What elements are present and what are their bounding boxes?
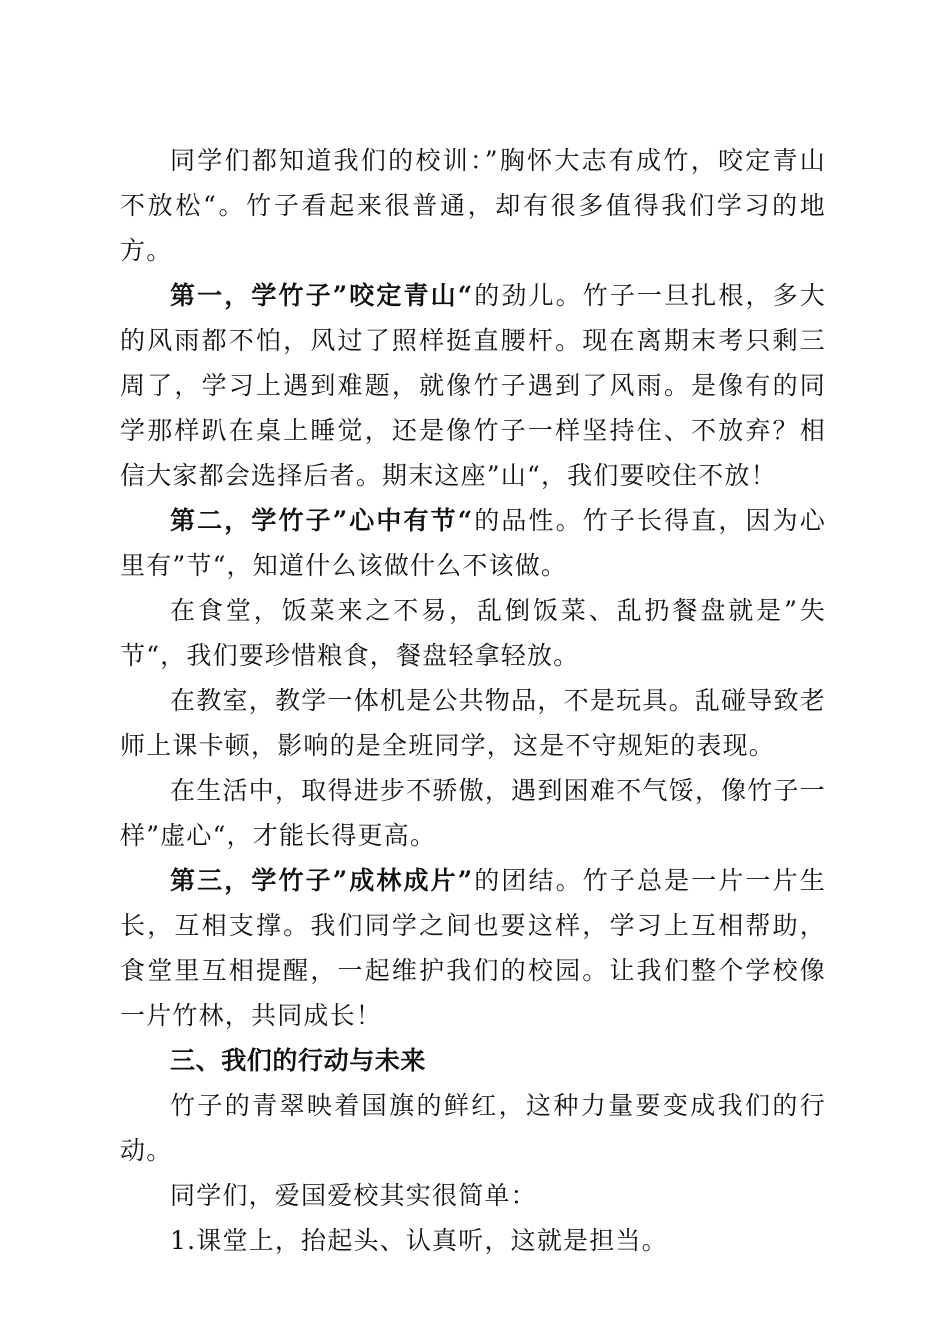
- paragraph-lead: 第二，学竹子”心中有节“: [170, 506, 474, 535]
- paragraph-school-motto: [120, 138, 826, 273]
- paragraph-lead: 第一，学竹子”咬定青山“: [170, 281, 474, 310]
- paragraph-text: 的品性。竹子长得直，因为心里有”节“，知道什么该做什么不该做。: [120, 506, 826, 580]
- paragraph-point-one: [120, 273, 826, 498]
- paragraph-daily-life: [120, 768, 826, 858]
- paragraph-text: 在食堂，饭菜来之不易，乱倒饭菜、乱扔餐盘就是”失节“，我们要珍惜粮食，餐盘轻拿轻放。: [120, 596, 826, 670]
- paragraph-text: 在教室，教学一体机是公共物品，不是玩具。乱碰导致老师上课卡顿，影响的是全班同学，这是不守规矩的表现。: [120, 686, 826, 760]
- paragraph-closing-1: 竹子的青翠映着国旗的鲜红，这种力量要变成我们的行动。: [120, 1091, 826, 1165]
- paragraph-point-two: [120, 498, 826, 588]
- document-body: [120, 138, 826, 1263]
- paragraph-text: 的团结。竹子总是一片一片生长，互相支撑。我们同学之间也要这样，学习上互相帮助，食堂里互相提醒，一起维护我们的校园。让我们整个学校像一片竹林，共同成长！: [120, 866, 826, 1030]
- paragraph-lead: 第三，学竹子”成林成片”: [170, 866, 474, 895]
- paragraph-canteen: [120, 588, 826, 678]
- paragraph-text: 的劲儿。竹子一旦扎根，多大的风雨都不怕，风过了照样挺直腰杆。现在离期末考只剩三周了，学习上遇到难题，就像竹子遇到了风雨。是像有的同学那样趴在桌上睡觉，还是像竹子一样坚持住、不放弃？相信大家都会选择后者。期末这座”山“，我们要咬住不放！: [120, 281, 826, 490]
- paragraph-text: 同学们都知道我们的校训：”胸怀大志有成竹，咬定青山不放松“。竹子看起来很普通，却有很多值得我们学习的地方。: [120, 146, 826, 265]
- list-item-classroom-attention: 1.课堂上，抬起头、认真听，这就是担当。: [170, 1226, 668, 1255]
- paragraph-closing-2: 同学们，爱国爱校其实很简单：: [170, 1181, 537, 1210]
- paragraph-text: 在生活中，取得进步不骄傲，遇到困难不气馁，像竹子一样”虚心“，才能长得更高。: [120, 776, 826, 850]
- paragraph-classroom: [120, 678, 826, 768]
- paragraph-point-three: [120, 858, 826, 1038]
- section-heading: 三、我们的行动与未来: [170, 1046, 427, 1075]
